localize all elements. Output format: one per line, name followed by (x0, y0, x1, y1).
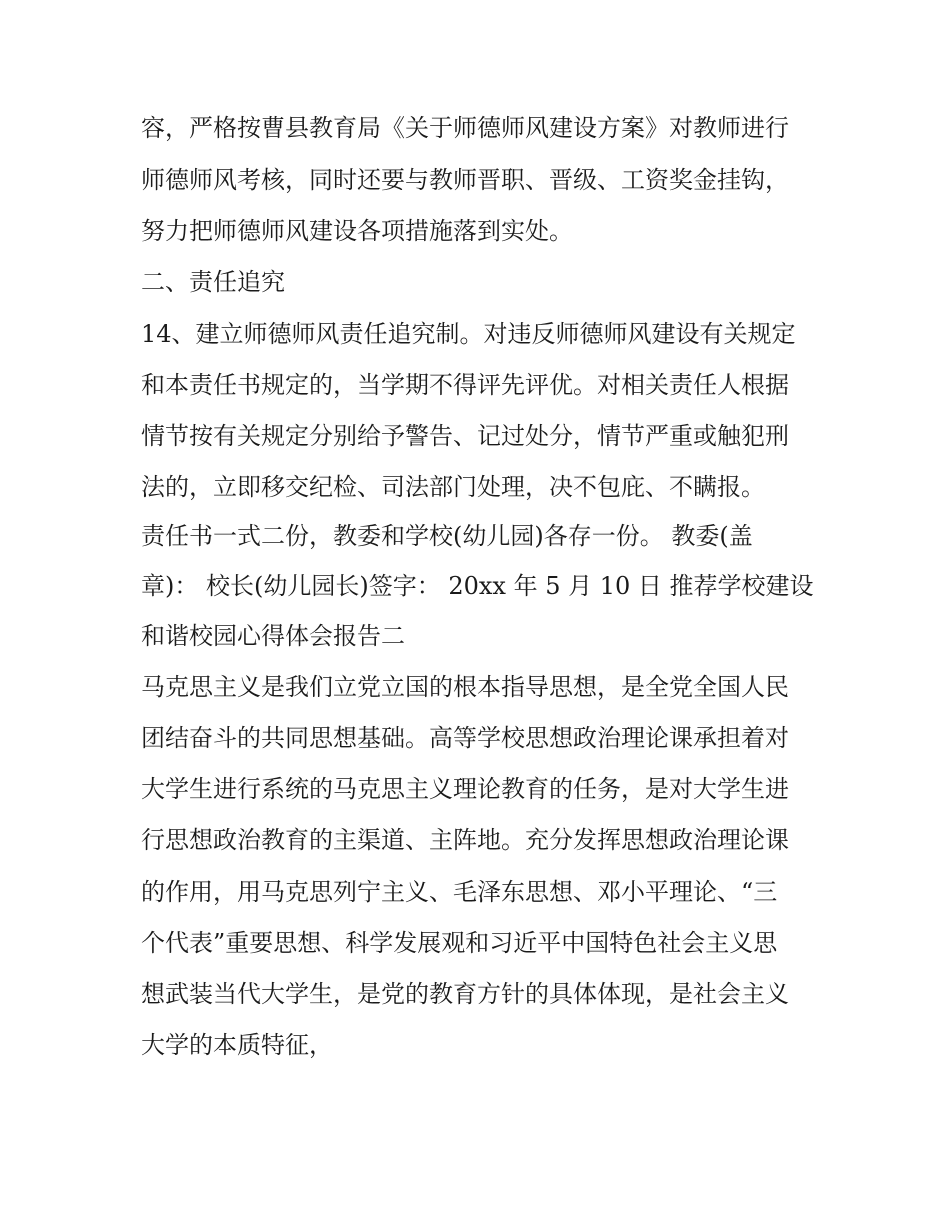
text-line: 想武装当代大学生，是党的教育方针的具体体现，是社会主义 (141, 980, 789, 1008)
text-line: 师德师风考核，同时还要与教师晋职、晋级、工资奖金挂钩， (141, 166, 789, 194)
text-line: 和本责任书规定的，当学期不得评先评优。对相关责任人根据 (141, 371, 789, 399)
section-heading: 二、责任追究 (141, 268, 285, 296)
text-line: 努力把师德师风建设各项措施落到实处。 (141, 217, 573, 245)
text-line: 容，严格按曹县教育局《关于师德师风建设方案》对教师进行 (141, 114, 789, 142)
text-line: 个代表”重要思想、科学发展观和习近平中国特色社会主义思 (141, 929, 778, 957)
text-line: 责任书一式二份，教委和学校(幼儿园)各存一份。 教委(盖 (141, 522, 753, 550)
text-line: 法的，立即移交纪检、司法部门处理，决不包庇、不瞒报。 (141, 473, 765, 501)
text-line: 马克思主义是我们立党立国的根本指导思想，是全党全国人民 (141, 673, 789, 701)
text-line: 行思想政治教育的主渠道、主阵地。充分发挥思想政治理论课 (141, 826, 789, 854)
text-line: 的作用，用马克思列宁主义、毛泽东思想、邓小平理论、“三 (141, 878, 778, 906)
text-line: 大学的本质特征， (141, 1031, 333, 1059)
text-line: 大学生进行系统的马克思主义理论教育的任务，是对大学生进 (141, 775, 789, 803)
text-line: 团结奋斗的共同思想基础。高等学校思想政治理论课承担着对 (141, 724, 789, 752)
text-line: 章)： 校长(幼儿园长)签字： 20xx 年 5 月 10 日 推荐学校建设 (141, 572, 814, 600)
text-line: 和谐校园心得体会报告二 (141, 622, 405, 650)
text-line: 14、建立师德师风责任追究制。对违反师德师风建设有关规定 (141, 320, 796, 348)
text-line: 情节按有关规定分别给予警告、记过处分，情节严重或触犯刑 (141, 422, 789, 450)
